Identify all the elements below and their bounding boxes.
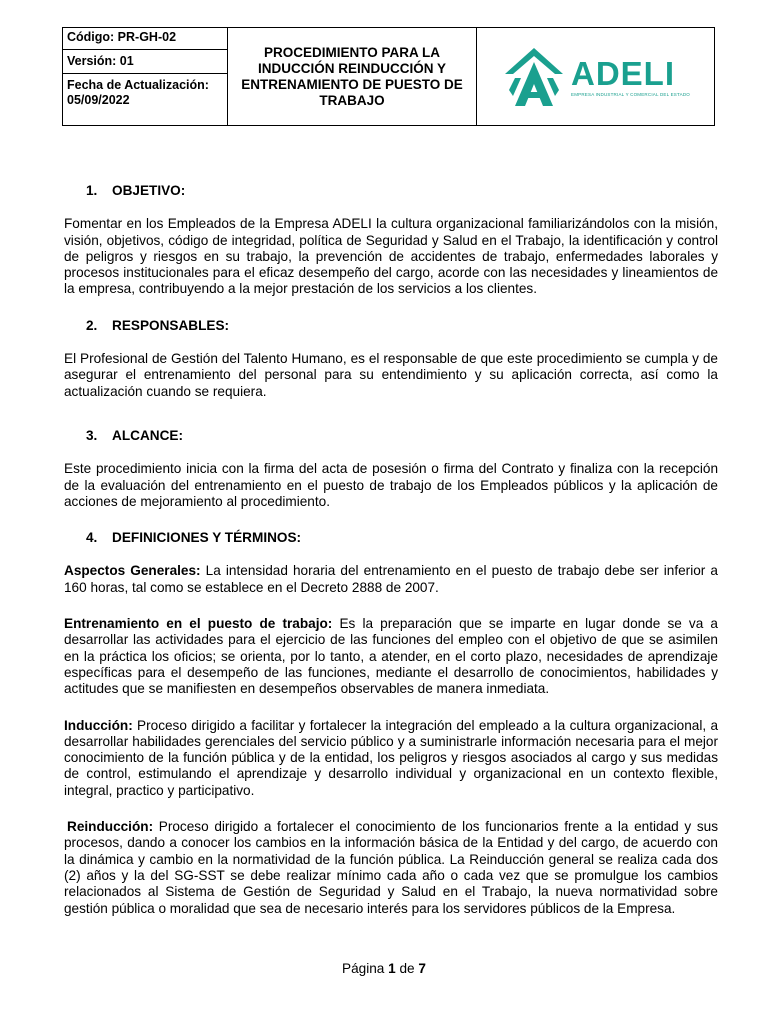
definition-text: Es la preparación que se imparte en lugar donde se va a desarrollar las actividades para el ejercicio de las funciones del empleo con el objetivo de que se asimilen en la práctica los oficios; se orienta, por lo tanto, a atender, en el corto plazo, necesidades de aprendizaje específicas para el desempeño de las funciones, mediante el desarrollo de conocimientos, habilidades y actitudes que se manifiesten en desempeños observables de manera inmediata.	[64, 616, 718, 697]
logo-cell	[477, 28, 714, 125]
definition-text: Proceso dirigido a facilitar y fortalecer la integración del empleado a la cultura organizacional, a desarrollar habilidades gerenciales del servicio público y a suministrarle información necesaria para el mejor conocimiento de la función pública y de la entidad, los peligros y riesgos asociados al cargo y sus medidas de control, estimulando el aprendizaje y desarrollo individual y organizacional en un contexto flexible, integral, practico y participativo.	[64, 717, 718, 798]
definition-term: Inducción:	[64, 717, 133, 733]
update-date-label: Fecha de Actualización:	[67, 78, 209, 92]
section-title: RESPONSABLES:	[112, 317, 230, 333]
adeli-logo	[501, 44, 690, 110]
of-word: de	[399, 961, 415, 976]
definition-induccion	[64, 718, 718, 799]
section-title: ALCANCE:	[112, 427, 183, 443]
definition-term: Entrenamiento en el puesto de trabajo:	[64, 616, 333, 632]
adeli-logo-icon	[501, 44, 567, 110]
update-date-cell	[63, 74, 227, 125]
responsables-paragraph: El Profesional de Gestión del Talento Humano, es el responsable de que este procedimiento se cumpla y de asegurar el entrenamiento del personal para su entendimiento y su aplicación correcta, así como la actualización cuando se requiera.	[64, 351, 718, 399]
section-number: 1.	[86, 183, 98, 198]
document-title: PROCEDIMIENTO PARA LA INDUCCIÓN REINDUCCIÓN Y ENTRENAMIENTO DE PUESTO DE TRABAJO	[228, 28, 477, 125]
definition-entrenamiento	[64, 616, 718, 697]
section-title: OBJETIVO:	[112, 183, 186, 198]
section-number: 3.	[86, 427, 98, 443]
page-number: 1	[388, 961, 396, 976]
update-date-value: 05/09/2022	[67, 93, 130, 107]
alcance-paragraph: Este procedimiento inicia con la firma del acta de posesión o firma del Contrato y finaliza con la recepción de la evaluación del entrenamiento en el puesto de trabajo de los Empleados públicos y la aplicación de acciones de mejoramiento al procedimiento.	[64, 461, 718, 509]
document-code: Código: PR-GH-02	[63, 28, 227, 50]
objetivo-paragraph: Fomentar en los Empleados de la Empresa ADELI la cultura organizacional familiarizándolos con la misión, visión, objetivos, código de integridad, política de Seguridad y Salud en el Trabajo, la identificación y control de peligros y riesgos en su trabajo, la prevención de accidentes de trabajo, enfermedades laborales y procesos institucionales para el eficaz desempeño del cargo, acorde con las necesidades y lineamientos de la empresa, contribuyendo a la mejor prestación de los servicios a los clientes.	[64, 216, 718, 297]
document-version: Versión: 01	[63, 50, 227, 74]
page-word: Página	[342, 961, 385, 976]
document-body	[64, 183, 718, 917]
definition-text: Proceso dirigido a fortalecer el conocimiento de los funcionarios frente a la entidad y sus procesos, dando a conocer los cambios en la información básica de la Entidad y del cargo, de acuerdo con la dinámica y cambio en la normatividad de la función pública. La Reinducción general se realiza cada dos (2) años y la del SG-SST se debe realizar mínimo cada año o cada vez que se promulgue los cambios relacionados al Sistema de Gestión de Seguridad y Salud en el Trabajo, la nueva normatividad sobre gestión pública o moralidad que sea de necesario interés para los servidores públicos de la Empresa.	[64, 819, 718, 916]
definition-text: La intensidad horaria del entrenamiento en el puesto de trabajo debe ser inferior a 160 horas, tal como se establece en el Decreto 2888 de 2007.	[64, 563, 718, 595]
section-heading-responsables	[86, 318, 718, 334]
section-heading-objetivo	[86, 183, 718, 199]
section-title: DEFINICIONES Y TÉRMINOS:	[112, 530, 302, 546]
logo-name: ADELI	[571, 54, 675, 92]
header-info-column	[63, 28, 228, 125]
definition-aspectos-generales	[64, 563, 718, 596]
section-number: 4.	[86, 530, 98, 546]
document-header	[62, 27, 715, 126]
section-heading-definiciones	[86, 530, 718, 546]
definition-reinduccion	[64, 819, 718, 917]
logo-subtitle: EMPRESA INDUSTRIAL Y COMERCIAL DEL ESTADO	[571, 91, 690, 97]
definition-term: Reinducción:	[67, 819, 154, 835]
definition-term: Aspectos Generales:	[64, 563, 201, 579]
total-pages: 7	[418, 961, 426, 976]
section-number: 2.	[86, 317, 98, 333]
section-heading-alcance	[86, 428, 718, 444]
page-footer	[0, 961, 768, 976]
